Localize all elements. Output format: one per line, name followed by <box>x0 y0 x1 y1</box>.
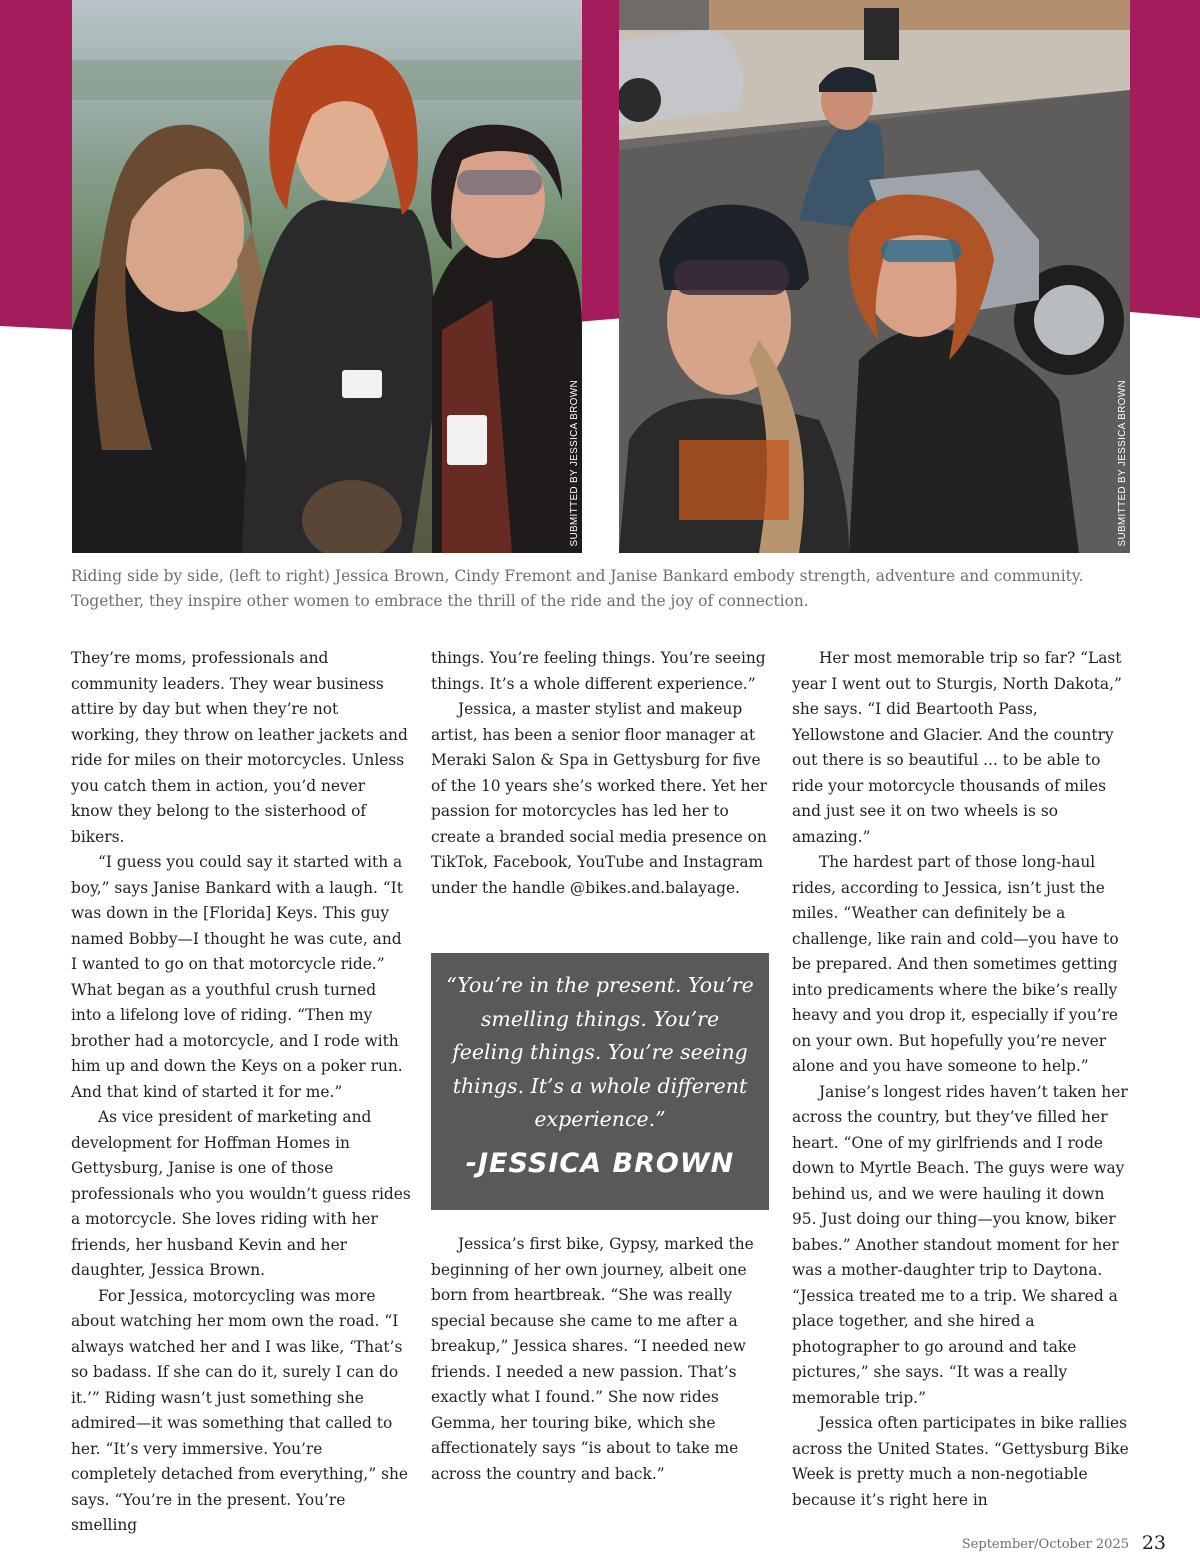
body-paragraph: Jessica often participates in bike rallies across the United States. “Gettysburg Bike Week is pretty much a non-negotiable because it’s right here in <box>792 1414 1129 1509</box>
group-selfie-photo <box>72 0 582 553</box>
body-paragraph: “I guess you could say it started with a boy,” says Janise Bankard with a laugh. “It was down in the [Florida] Keys. This guy named Bobby—I thought he was cute, and I wanted to go on that motorcycle ride.” What began as a youthful crush turned into a lifelong love of riding. “Then my brother had a motorcycle, and I rode with him up and down the Keys on a poker run. And that kind of started it for me.” <box>71 853 403 1101</box>
body-paragraph: For Jessica, motorcycling was more about watching her mom own the road. “I always watched her and I was like, ‘That’s so badass. If she can do it, surely I can do it.’” Riding wasn’t just something she admired—it was something that called to her. “It’s very immersive. You’re completely detached from everything,” she says. “You’re in the present. You’re smelling <box>71 1286 408 1534</box>
pull-quote <box>431 953 769 1210</box>
page-number: 23 <box>1141 1532 1166 1554</box>
body-paragraph: They’re moms, professionals and community leaders. They wear business attire by day but when they’re not working, they throw on leather jackets and ride for miles on their motorcycles. Unless you catch them in action, you’d never know they belong to the sisterhood of bikers. <box>71 649 408 846</box>
body-paragraph: Jessica’s first bike, Gypsy, marked the beginning of her own journey, albeit one born from heartbreak. “She was really special because she came to me after a breakup,” Jessica shares. “I needed new friends. I needed a new passion. That’s exactly what I found.” She now rides Gemma, her touring bike, which she affectionately says “is about to take me across the country and back.” <box>431 1235 754 1483</box>
body-paragraph: things. You’re feeling things. You’re seeing things. It’s a whole different experience.” <box>431 649 766 693</box>
motorcycle-riders-photo <box>619 0 1130 553</box>
body-paragraph: As vice president of marketing and development for Hoffman Homes in Gettysburg, Janise is one of those professionals who you wouldn’t guess rides a motorcycle. She loves riding with her friends, her husband Kevin and her daughter, Jessica Brown. <box>71 1108 411 1279</box>
pull-quote-text: “You’re in the present. You’re smelling things. You’re feeling things. You’re seeing things. It’s a whole different experience.” <box>446 973 754 1131</box>
photo-caption: Riding side by side, (left to right) Jessica Brown, Cindy Fremont and Janise Bankard embody strength, adventure and community. Together, they inspire other women to embrace the thrill of the ride and the joy of connection. <box>71 567 1084 610</box>
body-paragraph: Jessica, a master stylist and makeup artist, has been a senior floor manager at Meraki Salon & Spa in Gettysburg for five of the 10 years she’s worked there. Yet her passion for motorcycles has led her to create a branded social media presence on TikTok, Facebook, YouTube and Instagram under the handle @bikes.and.balayage. <box>431 700 767 897</box>
body-paragraph: Janise’s longest rides haven’t taken her across the country, but they’ve filled her heart. “One of my girlfriends and I rode down to Myrtle Beach. The guys were way behind us, and we were hauling it down 95. Just doing our thing—you know, biker babes.” Another standout moment for her was a mother-daughter trip to Daytona. “Jessica treated me to a trip. We shared a place together, and she hired a photographer to go around and take pictures,” she says. “It was a really memorable trip.” <box>792 1082 1128 1407</box>
article-column-3 <box>792 646 1132 1513</box>
photo-credit: SUBMITTED BY JESSICA BROWN <box>1117 380 1128 547</box>
body-paragraph: The hardest part of those long-haul rides, according to Jessica, isn’t just the miles. “Weather can definitely be a challenge, like rain and cold—you have to be prepared. And then sometimes getting into predicaments where the bike’s really heavy and you drop it, especially if you’re on your own. But hopefully you’re never alone and you have someone to help.” <box>792 853 1119 1075</box>
issue-date: September/October 2025 <box>961 1537 1129 1552</box>
article-column-1 <box>71 646 411 1539</box>
pull-quote-attribution: -JESSICA BROWN <box>465 1148 735 1179</box>
body-paragraph: Her most memorable trip so far? “Last year I went out to Sturgis, North Dakota,” she says. “I did Beartooth Pass, Yellowstone and Glacier. And the country out there is so beautiful ... to be able to ride your motorcycle thousands of miles and just see it on two wheels is so amazing.” <box>792 649 1122 846</box>
article-column-2-bottom <box>431 1232 771 1487</box>
article-column-2-top <box>431 646 771 901</box>
photo-credit: SUBMITTED BY JESSICA BROWN <box>569 380 580 547</box>
